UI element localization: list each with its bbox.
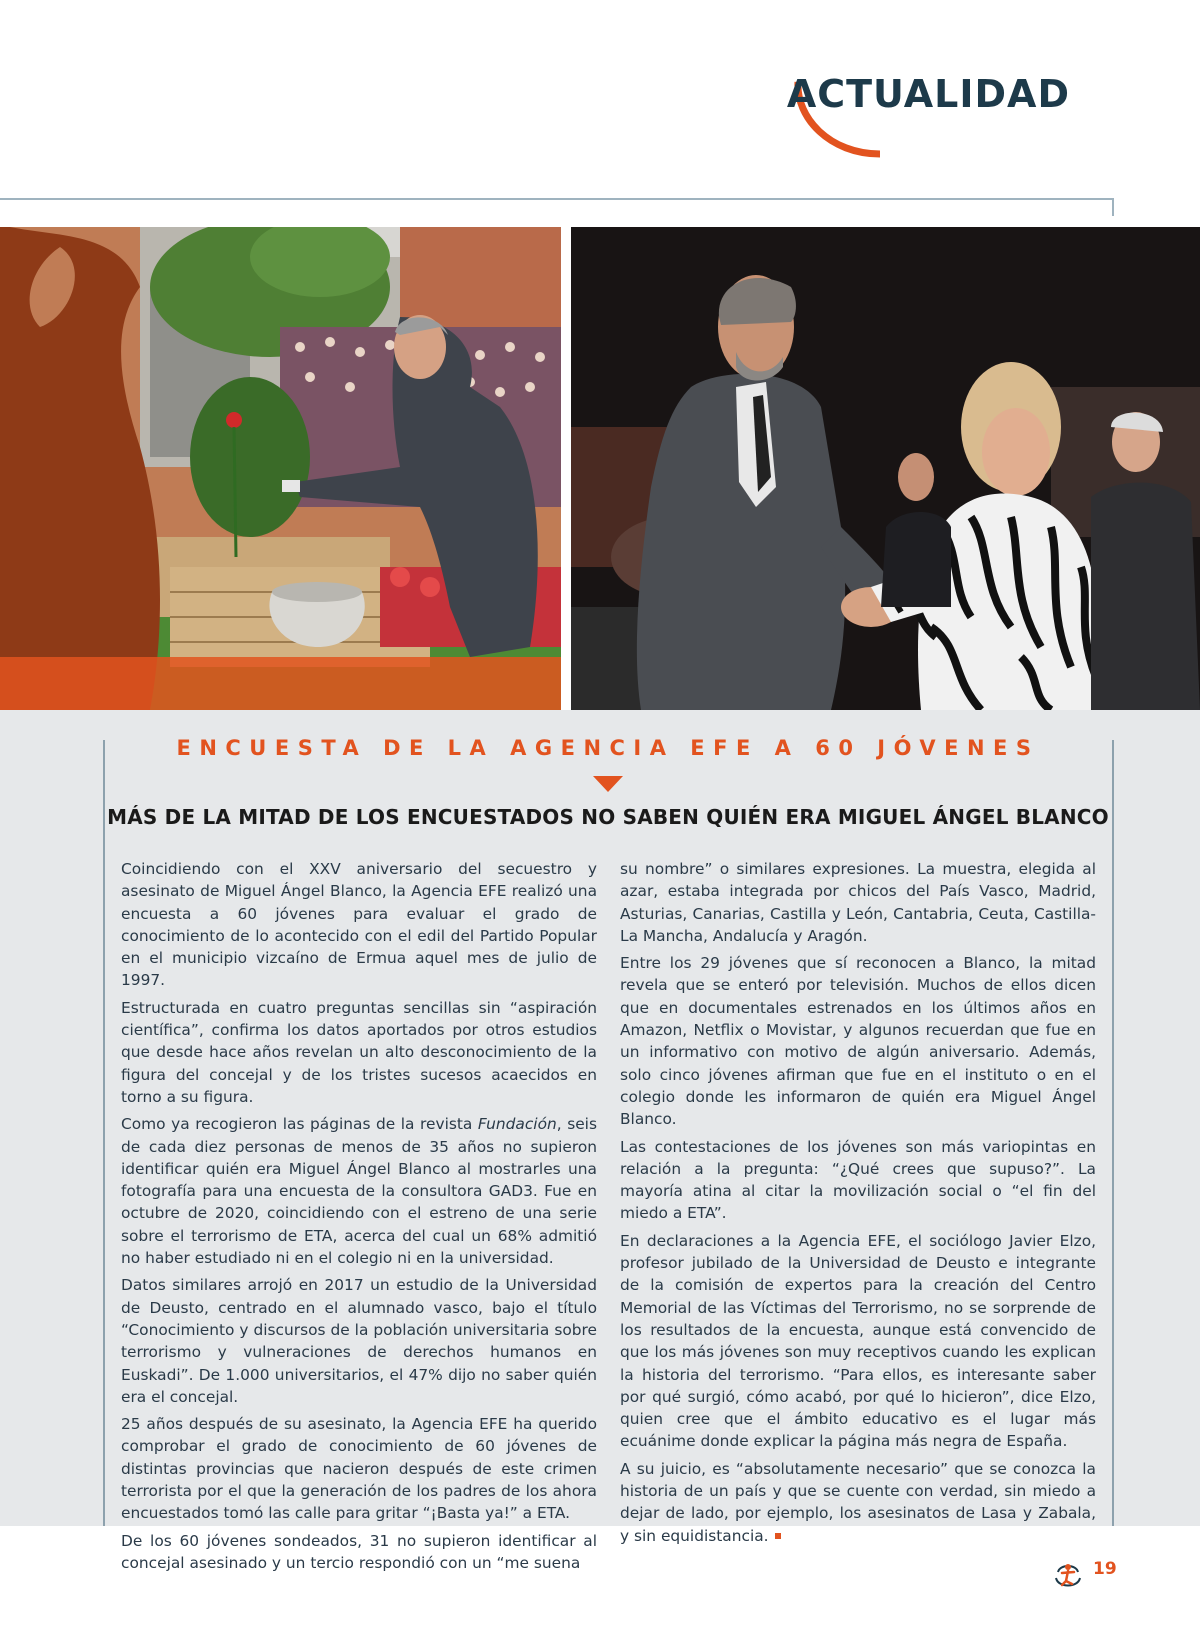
- article-paragraph: Estructurada en cuatro preguntas sencillas sin “aspiración científica”, confirma los datos aportados por otros estudios que desde hace años revelan un alto desconocimiento de la figura del concejal y de los tristes sucesos acaecidos en torno a su figura.: [121, 998, 597, 1106]
- top-rule: [0, 198, 1114, 216]
- down-triangle-icon: [593, 776, 623, 792]
- article-paragraph: 25 años después de su asesinato, la Agencia EFE ha querido comprobar el grado de conocimiento de 60 jóvenes de distintas provincias que nacieron después de este crimen terrorista por el que la generación de los padres de los ahora encuestados tomó las calle para gritar “¡Basta ya!” a ETA.: [121, 1415, 597, 1523]
- article-column-right: [620, 858, 1096, 1552]
- paragraph-text: A su juicio, es “absolutamente necesario” que se conozca la historia de un país y que se cuente con verdad, sin miedo a dejar de lado, por ejemplo, los asesinatos de Lasa y Zabala, y sin equidistancia.: [620, 1459, 1096, 1545]
- paragraph-text: , seis de cada diez personas de menos de 35 años no supieron identificar quién era Miguel Ángel Blanco al mostrarles una fotografía para una encuesta de la consultora GAD3. Fue en octubre de 2020, coincidiendo con el estreno de una serie sobre el terrorismo de ETA, acerca del cual un 68% admitió no haber estudiado ni en el colegio ni en la universidad.: [121, 1115, 597, 1268]
- box-rule-left: [103, 740, 105, 1526]
- article-paragraph: Datos similares arrojó en 2017 un estudio de la Universidad de Deusto, centrado en el alumnado vasco, bajo el título “Conocimiento y discursos de la población universitaria sobre terrorismo y vulneraciones de derechos humanos en Euskadi”. De 1.000 universitarios, el 47% dijo no saber quién era el concejal.: [121, 1276, 597, 1406]
- foundation-logo-icon: [1052, 1558, 1084, 1590]
- article-paragraph: Coincidiendo con el XXV aniversario del secuestro y asesinato de Miguel Ángel Blanco, la Agencia EFE realizó una encuesta a 60 jóvenes para evaluar el grado de conocimiento de lo acontecido con el edil del Partido Popular en el municipio vizcaíno de Ermua aquel mes de julio de 1997.: [121, 860, 597, 990]
- end-mark-icon: [775, 1533, 781, 1539]
- photo-king-flowers: [0, 227, 561, 710]
- article-kicker: ENCUESTA DE LA AGENCIA EFE A 60 JÓVENES: [176, 736, 1040, 760]
- article-paragraph: De los 60 jóvenes sondeados, 31 no supieron identificar al concejal asesinado y un tercio respondió con un “me suena: [121, 1531, 597, 1572]
- photo-king-handshake: [571, 227, 1200, 710]
- magazine-title: Fundación: [477, 1115, 557, 1134]
- section-title: ACTUALIDAD: [786, 72, 1070, 116]
- article-paragraph: [121, 1113, 597, 1269]
- article-paragraph: En declaraciones a la Agencia EFE, el sociólogo Javier Elzo, profesor jubilado de la Universidad de Deusto e integrante de la comisión de expertos para la creación del Centro Memorial de las Víctimas del Terrorismo, no se sorprende de los resultados de la encuesta, aunque está convencido de que los más jóvenes son muy receptivos cuando les explican la historia del terrorismo. “Para ellos, es interesante saber por qué surgió, cómo acabó, por qué lo hicieron”, dice Elzo, quien cree que el ámbito educativo es el lugar más ecuánime donde explicar la página más negra de España.: [620, 1231, 1096, 1451]
- paragraph-text: Como ya recogieron las páginas de la revista: [121, 1115, 478, 1134]
- article-paragraph: su nombre” o similares expresiones. La muestra, elegida al azar, estaba integrada por chicos del País Vasco, Madrid, Asturias, Canarias, Castilla y León, Cantabria, Ceuta, Castilla-La Mancha, Andalucía y Aragón.: [620, 860, 1096, 945]
- article-paragraph: Entre los 29 jóvenes que sí reconocen a Blanco, la mitad revela que se enteró por televisión. Muchos de ellos dicen que en documentales estrenados en los últimos años en Amazon, Netflix o Movistar, y algunos recuerdan que fue en un informativo con motivo de algún aniversario. Además, solo cinco jóvenes afirman que fue en el instituto o en el colegio donde les informaron de quién era Miguel Ángel Blanco.: [620, 954, 1096, 1129]
- article-paragraph: Las contestaciones de los jóvenes son más variopintas en relación a la pregunta: “¿Qué crees que supuso?”. La mayoría atina al citar la movilización social o “el fin del miedo a ETA”.: [620, 1137, 1096, 1223]
- article-paragraph: [620, 1458, 1096, 1547]
- article-headline: MÁS DE LA MITAD DE LOS ENCUESTADOS NO SABEN QUIÉN ERA MIGUEL ÁNGEL BLANCO: [107, 805, 1109, 829]
- box-rule-right: [1112, 740, 1114, 1526]
- article-column-left: [121, 858, 597, 1579]
- page-number: 19: [1093, 1559, 1117, 1579]
